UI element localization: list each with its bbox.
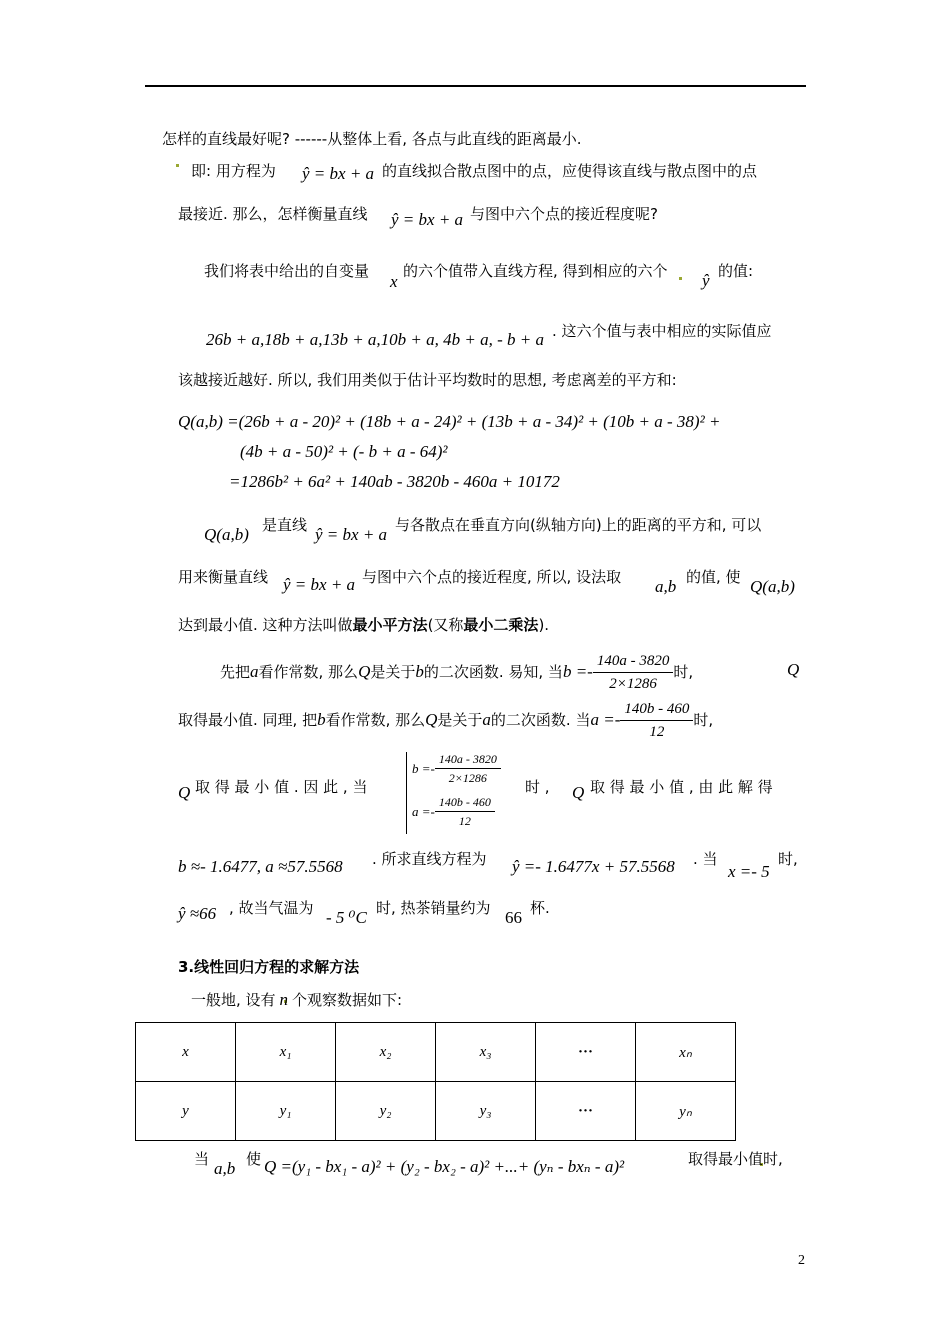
p3-text-c: 的值: <box>718 262 754 280</box>
p8-regression-equation: ŷ =- 1.6477x + 57.5568 <box>512 857 675 876</box>
p6-line2 <box>178 697 713 743</box>
term-least-squares: 最小平方法 <box>352 616 428 634</box>
system-eq-b <box>412 752 501 786</box>
p6-text-g: 看作常数, 那么 <box>325 711 426 729</box>
p6-fraction-1 <box>593 652 674 693</box>
p6-var-q-2: Q <box>787 660 800 679</box>
p5-text-f: 达到最小值. 这种方法叫做 <box>178 616 353 634</box>
p5-text-j: ). <box>538 616 550 634</box>
p2-text-d: 与图中六个点的接近程度呢? <box>470 205 658 223</box>
p10-text-a: 当 <box>194 1150 210 1168</box>
p5-text-h: (又称 <box>427 616 464 634</box>
p8-text-e: 时, 热茶销量约为 <box>376 899 491 917</box>
p6-text-c: 是关于 <box>370 663 416 681</box>
q-expansion-line-3: =1286b² + 6a² + 140ab - 3820b - 460a + 10172 <box>229 472 560 491</box>
p8-yhat-approx: ŷ ≈66 <box>178 904 217 923</box>
p2-equation-2: ŷ = bx + a <box>391 210 464 229</box>
p8-text-c: 时, <box>778 850 798 868</box>
p10-ab: a,b <box>214 1159 236 1178</box>
scan-dot <box>176 164 179 167</box>
system-eq-a <box>412 795 495 829</box>
p8-text-f: 杯. <box>530 899 550 917</box>
table-cell: ··· <box>536 1082 636 1141</box>
p7-var-q: Q <box>178 783 191 802</box>
table-cell: x₁ <box>236 1023 336 1082</box>
p3-text-b: 的六个值带入直线方程, 得到相应的六个 <box>403 262 668 280</box>
p2-text-b: 的直线拟合散点图中的点，应使得该直线与散点图中的点 <box>382 162 758 180</box>
table-cell: ··· <box>536 1023 636 1082</box>
fraction-numerator: 140b - 460 <box>435 795 495 812</box>
p5-equation: ŷ = bx + a <box>315 525 388 544</box>
p6-b-equals: b =- <box>562 661 593 681</box>
p5-qab: Q(a,b) <box>204 525 249 544</box>
fraction-denominator: 12 <box>458 814 471 829</box>
p10-text-b: 使 <box>246 1150 262 1168</box>
p10-q-equation: Q =(y₁ - bx₁ - a)² + (y₂ - bx₂ - a)² +...+ (yₙ - bxₙ - a)² <box>264 1157 625 1176</box>
p5-qab-2: Q(a,b) <box>750 577 795 596</box>
p6-text-i: 的二次函数. 当 <box>490 711 591 729</box>
p3-text-a: 我们将表中给出的自变量 <box>204 262 370 280</box>
p8-sales-value: 66 <box>505 908 522 927</box>
table-cell: x₃ <box>436 1023 536 1082</box>
p6-text-a: 先把 <box>220 663 251 681</box>
p9-text-b: 个观察数据如下: <box>292 991 403 1009</box>
p6-a-equals: a =- <box>590 709 621 729</box>
p6-text-d: 的二次函数. 易知, 当 <box>423 663 563 681</box>
p7-text-a: 取 得 最 小 值 . 因 此 , 当 <box>195 778 368 796</box>
fraction-numerator: 140a - 3820 <box>593 652 674 673</box>
p5-text-a: 是直线 <box>262 516 308 534</box>
table-row-y <box>136 1082 736 1141</box>
p3-var-x: x <box>390 272 398 291</box>
fraction-numerator: 140a - 3820 <box>435 752 501 769</box>
p8-text-a: . 所求直线方程为 <box>372 850 487 868</box>
table-cell: x <box>136 1023 236 1082</box>
p8-x-value: x =- 5 <box>728 862 770 881</box>
system-a-equals: a =- <box>412 804 435 820</box>
p4-values-equation: 26b + a,18b + a,13b + a,10b + a, 4b + a, - b + a <box>206 330 544 349</box>
system-fraction-2 <box>435 795 495 829</box>
header-rule <box>145 85 806 87</box>
p6-var-a: a <box>250 661 259 681</box>
fraction-numerator: 140b - 460 <box>620 700 693 721</box>
section-3-heading: 3.线性回归方程的求解方法 <box>178 958 360 976</box>
p10-text-c: 取得最小值时, <box>688 1150 783 1168</box>
q-expansion-line-2: (4b + a - 50)² + (- b + a - 64)² <box>240 442 448 461</box>
p9-line <box>191 990 402 1010</box>
paragraph-1: 怎样的直线最好呢? ------从整体上看, 各点与此直线的距离最小. <box>162 130 582 148</box>
table-cell: y₃ <box>436 1082 536 1141</box>
p5-text-e: 的值, 使 <box>686 568 741 586</box>
p6-var-b-2: b <box>317 709 326 729</box>
p5-ab: a,b <box>655 577 677 596</box>
p9-text-a: 一般地, 设有 <box>191 991 276 1009</box>
table-cell: y₁ <box>236 1082 336 1141</box>
fraction-denominator: 2×1286 <box>448 771 487 786</box>
system-brace <box>406 752 407 834</box>
p6-text-e: 时, <box>673 663 694 681</box>
p4-text-b: 该越接近越好. 所以, 我们用类似于估计平均数时的思想, 考虑离差的平方和: <box>178 371 677 389</box>
system-b-equals: b =- <box>412 761 435 777</box>
p9-var-n: n <box>279 990 289 1009</box>
table-row-x <box>136 1023 736 1082</box>
p3-yhat: ŷ <box>702 271 710 290</box>
term-least-squares-alt: 最小二乘法 <box>463 616 539 634</box>
p6-text-f: 取得最小值. 同理, 把 <box>178 711 318 729</box>
observation-table <box>135 1022 736 1141</box>
p6-var-q-3: Q <box>425 709 438 729</box>
p6-var-b: b <box>415 661 424 681</box>
fraction-denominator: 2×1286 <box>609 675 657 692</box>
p6-line1 <box>220 648 693 696</box>
table-cell: y <box>136 1082 236 1141</box>
p5-text-d: 与图中六个点的接近程度, 所以, 设法取 <box>362 568 622 586</box>
q-expansion-line-1: Q(a,b) =(26b + a - 20)² + (18b + a - 24)² + (13b + a - 34)² + (10b + a - 38)² + <box>178 412 721 431</box>
p8-solution: b ≈- 1.6477, a ≈57.5568 <box>178 857 343 876</box>
p5-line3 <box>178 616 549 634</box>
p6-text-h: 是关于 <box>437 711 483 729</box>
p6-text-b: 看作常数, 那么 <box>258 663 359 681</box>
p6-text-j: 时, <box>693 711 714 729</box>
table-cell: xₙ <box>636 1023 736 1082</box>
scan-dot <box>679 277 682 280</box>
p8-text-d: , 故当气温为 <box>229 899 314 917</box>
p5-text-c: 用来衡量直线 <box>178 568 269 586</box>
p6-var-q: Q <box>358 661 371 681</box>
p6-var-a-2: a <box>482 709 491 729</box>
table-cell: yₙ <box>636 1082 736 1141</box>
system-fraction-1 <box>435 752 501 786</box>
table-cell: x₂ <box>336 1023 436 1082</box>
fraction-denominator: 12 <box>649 723 665 740</box>
p7-text-b: 时 , <box>525 778 550 796</box>
p6-fraction-2 <box>620 700 693 741</box>
table-cell: y₂ <box>336 1082 436 1141</box>
p7-var-q-2: Q <box>572 783 585 802</box>
p2-text-a: 即: 用方程为 <box>191 162 276 180</box>
p8-text-b: . 当 <box>693 850 718 868</box>
p5-text-b: 与各散点在垂直方向(纵轴方向)上的距离的平方和, 可以 <box>395 516 762 534</box>
page-number: 2 <box>798 1253 805 1268</box>
p8-temperature: - 5 ⁰C <box>326 908 367 927</box>
p5-equation-2: ŷ = bx + a <box>283 575 356 594</box>
p7-text-c: 取 得 最 小 值 , 由 此 解 得 <box>590 778 773 796</box>
p2-equation: ŷ = bx + a <box>302 164 375 183</box>
p2-text-c: 最接近. 那么，怎样衡量直线 <box>178 205 368 223</box>
p4-text-a: . 这六个值与表中相应的实际值应 <box>552 322 772 340</box>
